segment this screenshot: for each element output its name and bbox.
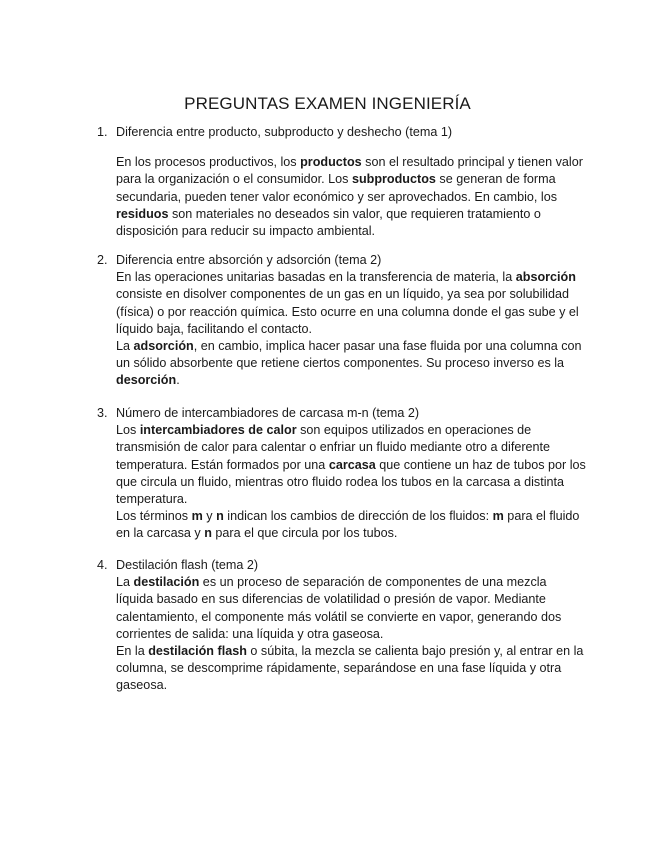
question-body (116, 269, 587, 389)
answer-paragraph: La adsorción, en cambio, implica hacer pasar una fase fluida por una columna con un sólido absorbente que retiene ciertos componentes. Su proceso inverso es la desorción. (116, 339, 582, 388)
question-number: 4. (97, 558, 108, 572)
question-number: 1. (97, 125, 108, 139)
question-heading: Diferencia entre absorción y adsorción (tema 2) (116, 253, 382, 267)
question-2 (97, 252, 587, 390)
bold-term: adsorción (133, 339, 194, 354)
bold-term: carcasa (328, 457, 376, 472)
question-body (116, 154, 587, 240)
bold-term: absorción (515, 270, 576, 285)
question-body (116, 422, 587, 542)
answer-paragraph: La destilación es un proceso de separación de componentes de una mezcla líquida basado en sus diferencias de volatilidad o presión de vapor. Mediante calentamiento, el componente más volátil se convierte en vapor, generando dos corrientes de salida: una líquida y otra gaseosa. (116, 575, 562, 641)
question-1 (97, 124, 587, 240)
document-title: PREGUNTAS EXAMEN INGENIERÍA (184, 94, 471, 113)
question-number: 3. (97, 406, 108, 420)
question-number: 2. (97, 253, 108, 267)
answer-paragraph: En la destilación flash o súbita, la mezcla se calienta bajo presión y, al entrar en la columna, se descomprime rápidamente, separándose en una fase líquida y otra gaseosa. (116, 644, 584, 693)
question-heading: Destilación flash (tema 2) (116, 558, 259, 572)
bold-term: residuos (116, 206, 169, 221)
question-4 (97, 557, 587, 695)
bold-term: destilación flash (148, 644, 247, 659)
bold-term: n (216, 509, 224, 524)
bold-term: productos (300, 155, 362, 170)
bold-term: intercambiadores de calor (139, 423, 297, 438)
answer-paragraph: En los procesos productivos, los productos son el resultado principal y tienen valor para la organización o el consumidor. Los subproductos se generan de forma secundaria, pueden tener valor económico y ser aprovechados. En cambio, los residuos son materiales no deseados sin valor, que requieren tratamiento o disposición para reducir su impacto ambiental. (116, 155, 583, 239)
bold-term: subproductos (351, 172, 436, 187)
bold-term: m (191, 509, 203, 524)
answer-paragraph: En las operaciones unitarias basadas en la transferencia de materia, la absorción consiste en disolver componentes de un gas en un líquido, ya sea por solubilidad (física) o por reacción química. Esto ocurre en una columna donde el gas sube y el líquido baja, facilitando el contacto. (116, 270, 579, 336)
answer-paragraph: Los términos m y n indican los cambios de dirección de los fluidos: m para el fluido en la carcasa y n para el que circula por los tubos. (116, 509, 580, 541)
bold-term: n (204, 526, 212, 541)
question-3 (97, 405, 587, 543)
question-heading: Diferencia entre producto, subproducto y deshecho (tema 1) (116, 125, 453, 139)
bold-term: destilación (133, 575, 200, 590)
question-body (116, 574, 587, 694)
bold-term: m (492, 509, 504, 524)
question-heading: Número de intercambiadores de carcasa m-n (tema 2) (116, 406, 420, 420)
bold-term: desorción (116, 373, 177, 388)
answer-paragraph: Los intercambiadores de calor son equipos utilizados en operaciones de transmisión de calor para calentar o enfriar un fluido mediante otro a diferente temperatura. Están formados por una carcasa que contiene un haz de tubos por los que circula un fluido, mientras otro fluido rodea los tubos en la carcasa a distinta temperatura. (116, 423, 586, 507)
